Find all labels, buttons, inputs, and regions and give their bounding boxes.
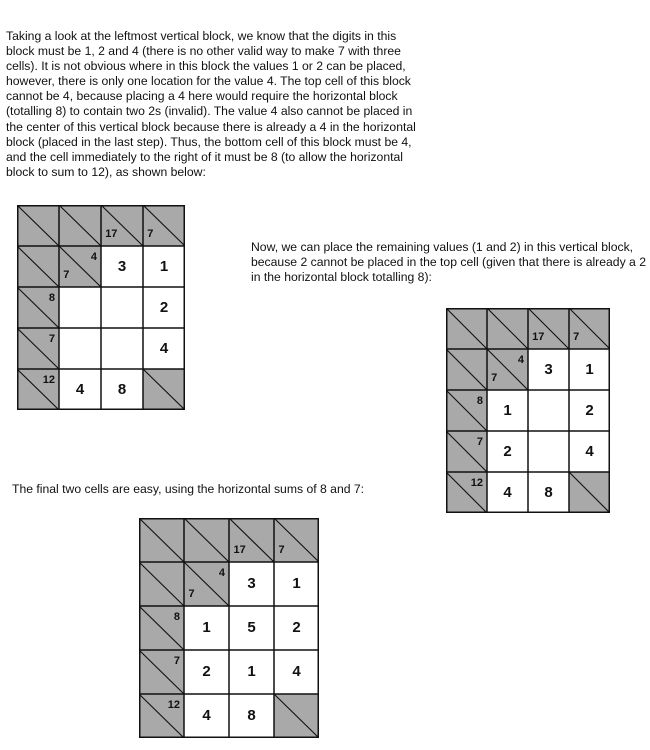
cell-value: 2 <box>585 401 594 419</box>
cell-value: 1 <box>503 401 512 419</box>
grid-lines <box>17 205 185 410</box>
cell-value: 3 <box>117 257 127 275</box>
grid-lines <box>139 518 319 738</box>
across-clue: 8 <box>48 292 55 304</box>
cell-value: 8 <box>117 380 127 398</box>
paragraph-leftmost-block: Taking a look at the leftmost vertical block, we know that the digits in this block must be 1, 2 and 4 (there is no other valid way to make 7 with three cells). It is not obvious where in this block the values 1 or 2 can be placed, however, there is only one location for the value 4. The top cell of this block cannot be 4, because placing a 4 here would require the horizontal block (totalling 8) to contain two 2s (invalid). The value 4 also cannot be placed in the center of this vertical block because there is already a 4 in the horizontal block (placed in the last step). Thus, the bottom cell of this block must be 4, and the cell immediately to the right of it must be 8 (to allow the horizontal block to sum to 12), as shown below: <box>6 29 416 179</box>
grid-lines <box>446 308 610 513</box>
cell-value: 4 <box>75 380 85 398</box>
across-clue: 12 <box>167 699 180 711</box>
kakuro-grid-step-1 <box>17 205 185 410</box>
across-clue: 4 <box>218 567 225 579</box>
down-clue: 7 <box>491 372 498 384</box>
down-clue: 17 <box>233 544 246 556</box>
down-clue: 17 <box>105 228 118 240</box>
cell-value: 8 <box>544 483 553 501</box>
down-clue: 7 <box>63 269 70 281</box>
cell-value: 4 <box>585 442 594 460</box>
cell-value: 4 <box>503 483 512 501</box>
down-clue: 7 <box>573 331 580 343</box>
paragraph-final-cells: The final two cells are easy, using the horizontal sums of 8 and 7: <box>12 482 365 496</box>
cell-value: 8 <box>247 707 256 724</box>
across-clue: 7 <box>48 333 55 345</box>
cell-value: 2 <box>159 298 169 316</box>
cell-value: 3 <box>247 575 256 592</box>
cell-value: 1 <box>585 360 594 378</box>
across-clue: 7 <box>476 436 483 448</box>
cell-value: 2 <box>202 663 211 680</box>
across-clue: 12 <box>470 477 483 489</box>
cell-value: 4 <box>202 707 211 724</box>
down-clue: 7 <box>188 588 195 600</box>
cell-value: 3 <box>544 360 553 378</box>
cell-value: 1 <box>247 663 256 680</box>
cell-value: 1 <box>159 257 169 275</box>
across-clue: 4 <box>517 354 524 366</box>
down-clue: 7 <box>278 544 285 556</box>
across-clue: 7 <box>173 655 180 667</box>
cell-value: 5 <box>247 619 256 636</box>
cell-value: 4 <box>159 339 169 357</box>
kakuro-grid-step-2 <box>446 308 610 513</box>
cell-value: 2 <box>292 619 301 636</box>
cell-value: 2 <box>503 442 512 460</box>
kakuro-grid-step-3 <box>139 518 319 738</box>
across-clue: 8 <box>476 395 483 407</box>
cell-value: 1 <box>292 575 301 592</box>
across-clue: 8 <box>173 611 180 623</box>
across-clue: 12 <box>42 374 55 386</box>
down-clue: 7 <box>147 228 154 240</box>
across-clue: 4 <box>90 251 97 263</box>
down-clue: 17 <box>532 331 545 343</box>
paragraph-remaining-values: Now, we can place the remaining values (1 and 2) in this vertical block, because 2 cannot be placed in the top cell (given that there is already a 2 in the horizontal block totalling 8): <box>251 240 646 285</box>
cell-value: 4 <box>292 663 301 680</box>
cell-value: 1 <box>202 619 211 636</box>
